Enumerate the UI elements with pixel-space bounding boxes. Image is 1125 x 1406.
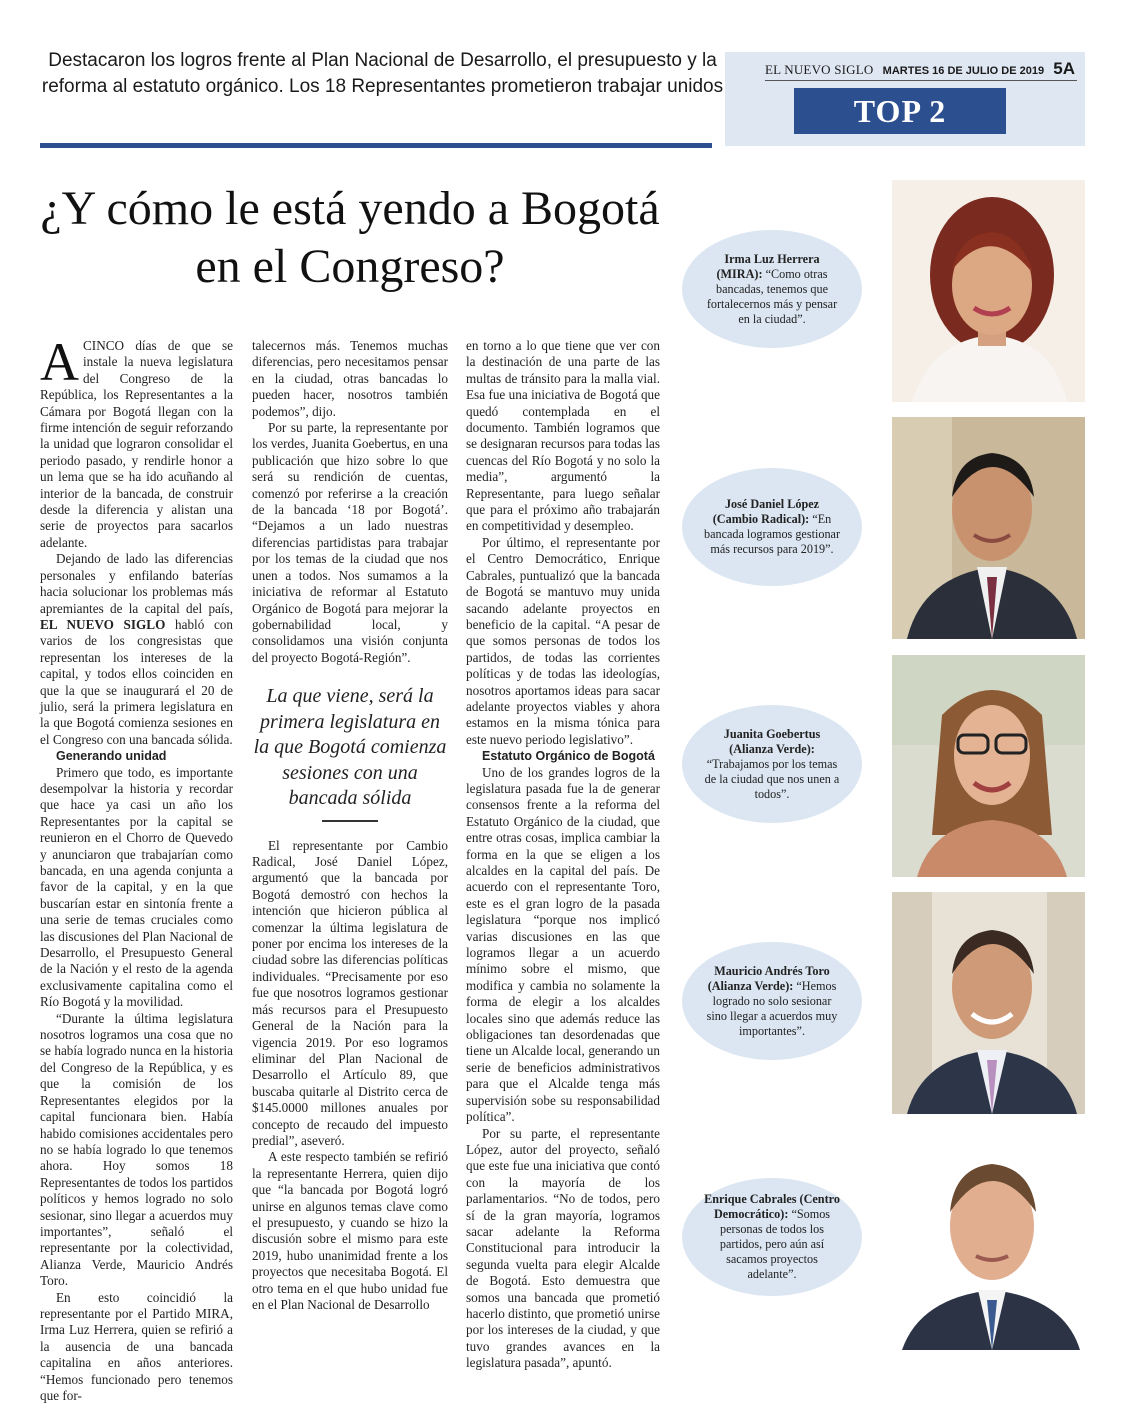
paragraph bbox=[40, 332, 233, 551]
quote-body: “Trabajamos por los temas de la ciudad que nos unen a todos”. bbox=[704, 756, 840, 801]
article-headline: ¿Y cómo le está yendo a Bogotá en el Congreso? bbox=[40, 182, 660, 293]
deck-divider bbox=[40, 143, 712, 148]
article-column-3 bbox=[466, 338, 660, 1372]
quote-text bbox=[702, 252, 842, 327]
portrait-photo-goebertus bbox=[892, 655, 1085, 877]
quote-text bbox=[702, 1192, 842, 1282]
quote-bubble-lopez bbox=[682, 468, 862, 586]
paragraph: Por su parte, el representante López, autor del proyecto, señaló que este fue una iniciativa que contó con la mayoría de los parlamentarios. “No de todos, pero sí de la gran mayoría, logramos sacar adelante la Reforma Constitucional para introducir la segunda vuelta para elegir Alcalde de Bogotá. Esto demuestra que somos una bancada que prometió hacerlo distinto, que prometió unirse por los intereses de la ciudad, y que tuvo grandes avances en la legislatura pasada”, apuntó. bbox=[466, 1125, 660, 1371]
paragraph: Por último, el representante por el Centro Democrático, Enrique Cabrales, puntualizó que la bancada de Bogotá se mantuvo muy unida sacando adelante proyectos en beneficio de la capital. “A pesar de que somos personas de todos los partidos, de todas las corrientes políticas y de todas las ideologías, nosotros aportamos ideas para sacar adelante proyectos viables y ahora estamos en la misma tónica para este nuevo periodo legislativo”. bbox=[466, 534, 660, 747]
article-deck: Destacaron los logros frente al Plan Nacional de Desarrollo, el presupuesto y la reforma al estatuto orgánico. Los 18 Representantes prometieron trabajar unidos bbox=[41, 50, 724, 97]
pull-quote-rule bbox=[322, 820, 378, 822]
speaker-name: Irma Luz Herrera (MIRA): bbox=[716, 251, 820, 281]
quote-bubble-toro bbox=[682, 942, 862, 1060]
speaker-name: Enrique Cabrales (Centro Democrático): bbox=[704, 1192, 840, 1221]
paragraph: talecernos más. Tenemos muchas diferencias, pero necesitamos pensar en la ciudad, otras bancadas lo pueden hacer, nosotros también podemos”, dijo. bbox=[252, 338, 448, 419]
paper-name: EL NUEVO SIGLO bbox=[765, 62, 874, 77]
drop-cap: A bbox=[40, 332, 79, 392]
quote-bubble-herrera bbox=[682, 230, 862, 348]
subheading: Generando unidad bbox=[56, 749, 167, 764]
speaker-name: Mauricio Andrés Toro (Alianza Verde): bbox=[707, 963, 830, 993]
portrait-photo-toro bbox=[892, 892, 1085, 1114]
section-badge: TOP 2 bbox=[794, 88, 1006, 134]
paragraph-text: CINCO días de que se instale la nueva legislatura del Congreso de la República, los Representantes a la Cámara por Bogotá llegan con la firme intención de seguir reforzando la unidad que lograron consolidar el periodo pasado, y rendirle honor a un lema que se ha ido acuñando al interior de la bancada, de construir desde la diferencia y alistan una serie de proyectos para sacarlos adelante. bbox=[40, 338, 233, 550]
quote-body: “Somos personas de todos los partidos, pero aún así sacamos proyectos adelante”. bbox=[719, 1207, 831, 1281]
quote-text bbox=[702, 727, 842, 802]
speaker-name: Juanita Goebertus (Alianza Verde): bbox=[723, 726, 821, 756]
quote-body: “Como otras bancadas, tenemos que fortalecernos más y pensar en la ciudad”. bbox=[706, 266, 838, 326]
paragraph: “Durante la última legislatura nosotros logramos una cosa que no se había logrado nunca en la historia del Congreso de la República, y es que la comisión de los Representantes elegidos por la capital funcionara bien. Había habido comisiones accidentales pero no se había logrado lo que tenemos ahora. Hoy somos 18 Representantes de todos los partidos políticos y hemos logrado no solo sesionar, sino llegar a acuerdos muy importantes”, señaló el representante por la colectividad, Alianza Verde, Mauricio Andrés Toro. bbox=[40, 1010, 233, 1289]
paragraph: El representante por Cambio Radical, José Daniel López, argumentó que la bancada por Bogotá demostró con hechos la intención que hicieron pública al comenzar la última legislatura de poner por encima los intereses de la ciudad sobre las diferencias políticas individuales. “Precisamente por eso fue que nosotros logramos gestionar más recursos para el Presupuesto General de la Nación para la vigencia 2019. Por eso logramos eliminar del Plan Nacional de Desarrollo el Artículo 89, que buscaba quitarle al Distrito cerca de $145.0000 millones anuales por concepto de recaudo del impuesto predial”, aseveró. bbox=[252, 837, 448, 1148]
pull-quote bbox=[252, 684, 448, 822]
article-column-2 bbox=[252, 338, 448, 1313]
quote-text bbox=[702, 964, 842, 1039]
paragraph: en torno a lo que tiene que ver con la destinación de una parte de las multas de tránsito para la malla vial. Esa fue una iniciativa de Bogotá que quedó contemplada en el documento. También logramos que se designaran recursos para todas las cuencas del Río Bogotá y no solo la media”, argumentó la Representante, para luego señalar que para el próximo año trabajarán en competitividad y desempleo. bbox=[466, 338, 660, 534]
issue-date: MARTES 16 DE JULIO DE 2019 bbox=[882, 65, 1045, 77]
paragraph: Uno de los grandes logros de la legislatura pasada fue la de generar consensos frente a la reforma del Estatuto Orgánico de la ciudad, que entre otras cosas, implica cambiar la forma en la que se eligen a los alcaldes en la capital del país. De acuerdo con el representante Toro, este es el gran logro de la pasada legislatura “porque nos implicó varias discusiones en las que logramos llegar a un acuerdo mínimo sobre el mismo, que modifica y cambia no solamente la forma de elegir a los alcaldes locales sino que además reduce las obligaciones tan desordenadas que tiene un Alcalde local, generando un serie de beneficios administrativos para que el Alcalde tenga más supervisión sobe su responsabilidad política”. bbox=[466, 764, 660, 1125]
pull-quote-text: La que viene, será la primera legislatura en la que Bogotá comienza sesiones con una bancada sólida bbox=[253, 685, 447, 810]
portrait-photo-cabrales bbox=[892, 1128, 1085, 1350]
paragraph bbox=[40, 551, 233, 748]
quote-text bbox=[702, 497, 842, 557]
newspaper-mention: EL NUEVO SIGLO bbox=[40, 616, 166, 632]
quote-body: “En bancada logramos gestionar más recursos para 2019”. bbox=[703, 512, 841, 556]
subheading: Estatuto Orgánico de Bogotá bbox=[482, 749, 655, 764]
portrait-photo-herrera bbox=[892, 180, 1085, 402]
paragraph: Primero que todo, es importante desempolvar la historia y recordar que hace ya casi un año los Representantes por la capital se reunieron en el Chorro de Quevedo y anunciaron que trabajarían como bancada, en una agenda conjunta a favor de la capital, y en la que buscarían estar en sintonía frente a una serie de temas cruciales como las discusiones del Plan Nacional de Desarrollo, el Presupuesto General de la Nación y el resto de la agenda exclusivamente capitalina como el Río Bogotá y la movilidad. bbox=[40, 764, 233, 1010]
paragraph: A este respecto también se refirió la representante Herrera, quien dijo que “la bancada por Bogotá logró unirse en algunos temas clave como el presupuesto, y cuando se hizo la discusión sobre el mismo para este 2019, hubo unanimidad frente a los proyectos que necesitaba Bogotá. El otro tema en el que hubo unidad fue en el Plan Nacional de Desarrollo bbox=[252, 1149, 448, 1312]
paragraph-text: habló con varios de los congresistas que representan los intereses de la capital, y todos ellos coinciden en que la que se inaugurará el 20 de julio, será la primera legislatura en la que Bogotá comienza sesiones en el Congreso con una bancada sólida. bbox=[40, 616, 233, 747]
paragraph-text: Dejando de lado las diferencias personales y enfilando baterías hacia solucionar los problemas más apremiantes de la capital del país, bbox=[40, 551, 233, 616]
paragraph: En esto coincidió la representante por el Partido MIRA, Irma Luz Herrera, quien se refirió a la ausencia de una bancada capitalina en años anteriores. “Hemos funcionado pero tenemos que for- bbox=[40, 1289, 233, 1403]
quote-bubble-cabrales bbox=[682, 1178, 862, 1296]
masthead-rule bbox=[765, 80, 1077, 81]
paragraph: Por su parte, la representante por los verdes, Juanita Goebertus, en una publicación que hizo sobre lo que será su rendición de cuentas, comenzó por referirse a la creación de la bancada ‘18 por Bogotá’. “Dejamos a un lado nuestras diferencias partidistas para trabajar por los temas de la ciudad que nos unen a todos. Nos sumamos a la iniciativa de reformar al Estatuto Orgánico de Bogotá para mejorar la gobernabilidad local, y consolidamos una visión conjunta del proyecto Bogotá-Región”. bbox=[252, 420, 448, 665]
quote-bubble-goebertus bbox=[682, 705, 862, 823]
masthead-line bbox=[765, 59, 1075, 79]
portrait-photo-lopez bbox=[892, 417, 1085, 639]
page-number: 5A bbox=[1053, 59, 1075, 78]
quote-body: “Hemos logrado no solo sesionar sino llegar a acuerdos muy importantes”. bbox=[706, 978, 838, 1038]
speaker-name: José Daniel López (Cambio Radical): bbox=[712, 497, 820, 526]
masthead bbox=[725, 52, 1085, 146]
article-column-1 bbox=[40, 332, 233, 1404]
